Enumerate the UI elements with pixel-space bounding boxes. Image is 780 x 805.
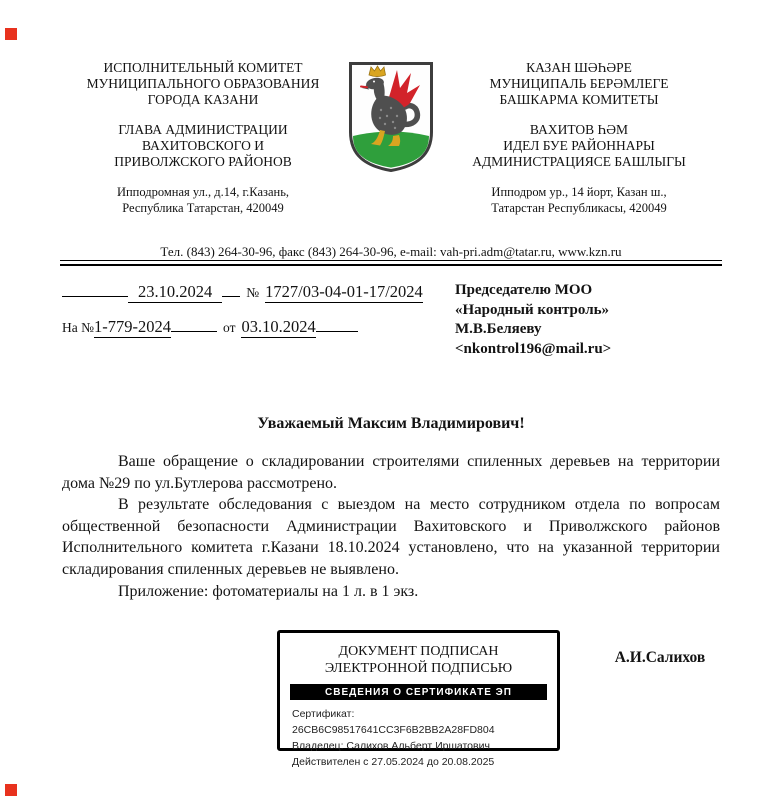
- org-title-line: ПРИВОЛЖСКОГО РАЙОНОВ: [114, 154, 292, 169]
- org-address-line: Татарстан Республикасы, 420049: [491, 201, 667, 215]
- stamp-details: [292, 706, 557, 770]
- org-title-line: ВАХИТОВ ҺӘМ: [529, 122, 629, 137]
- kazan-emblem: [347, 60, 435, 174]
- outgoing-reference-row: [62, 282, 462, 303]
- recipient-line: «Народный контроль»: [455, 301, 610, 318]
- stamp-title-line: ДОКУМЕНТ ПОДПИСАН: [338, 644, 499, 659]
- org-title-line: АДМИНИСТРАЦИЯСЕ БАШЛЫГЫ: [472, 154, 686, 169]
- stamp-certificate-bar: СВЕДЕНИЯ О СЕРТИФИКАТЕ ЭП: [290, 684, 547, 700]
- underline-segment: [316, 317, 358, 332]
- incoming-number: 1-779-2024: [94, 317, 171, 337]
- stamp-title-line: ЭЛЕКТРОННОЙ ПОДПИСЬЮ: [324, 660, 513, 676]
- org-name-line: БАШКАРМА КОМИТЕТЫ: [499, 92, 659, 107]
- org-address-line: Республика Татарстан, 420049: [122, 201, 284, 215]
- org-block-russian: [60, 60, 346, 216]
- recipient-line: М.В.Беляеву: [455, 321, 542, 337]
- stamp-certificate-line: Сертификат: 26CB6C98517641CC3F6B2BB2A28FD804: [292, 708, 495, 736]
- org-title-line: ВАХИТОВСКОГО И: [142, 138, 264, 153]
- letterhead: [60, 60, 722, 216]
- underline-segment: [222, 282, 240, 297]
- org-address-line: Ипподром ур., 14 йорт, Казан ш.,: [491, 185, 667, 199]
- org-name-line: ИСПОЛНИТЕЛЬНЫЙ КОМИТЕТ: [103, 60, 303, 75]
- org-title-line: ГЛАВА АДМИНИСТРАЦИИ: [118, 122, 288, 137]
- recipient-block: [455, 281, 725, 359]
- reference-block: [62, 282, 462, 338]
- stamp-owner-line: Владелец: Салихов Альберт Иршатович: [292, 740, 490, 752]
- org-title-line: ИДЕЛ БУЕ РАЙОННАРЫ: [503, 138, 655, 153]
- red-marker-top: [5, 28, 17, 40]
- incoming-ref-label: На №: [62, 320, 94, 336]
- attachment-line: Приложение: фотоматериалы на 1 л. в 1 экз.: [118, 582, 419, 600]
- incoming-reference-row: [62, 317, 462, 338]
- letter-body: [62, 451, 720, 602]
- signer-name: А.И.Салихов: [614, 649, 706, 666]
- stamp-title: [280, 644, 557, 677]
- incoming-date: 03.10.2024: [241, 317, 316, 337]
- underline-segment: [62, 282, 128, 297]
- outgoing-number-label: №: [246, 285, 260, 301]
- org-name-line: ГОРОДА КАЗАНИ: [147, 92, 259, 107]
- outgoing-date: 23.10.2024: [128, 282, 222, 303]
- org-block-tatar: [436, 60, 722, 216]
- underline-segment: [171, 317, 217, 332]
- org-address-line: Ипподромная ул., д.14, г.Казань,: [116, 185, 290, 199]
- body-paragraph-2: В результате обследования с выездом на место сотрудником отдела по вопросам общественной безопасности Администрации Вахитовского и Приволжского районов Исполнительного комитета г.Казани 18.10.2024 установлено, что на указанной территории складирования спиленных деревьев не выявлено.: [62, 496, 720, 578]
- signature-stamp: [277, 630, 560, 768]
- recipient-email: <nkontrol196@mail.ru>: [455, 340, 612, 357]
- org-name-line: МУНИЦИПАЛЬНОГО ОБРАЗОВАНИЯ: [86, 76, 320, 91]
- salutation: Уважаемый Максим Владимирович!: [257, 415, 525, 432]
- letterhead-divider: [60, 260, 722, 266]
- body-paragraph-1: Ваше обращение о складировании строителями спиленных деревьев на территории дома №29 по ул.Бутлерова рассмотрено.: [62, 453, 720, 492]
- recipient-line: Председателю МОО: [455, 282, 593, 298]
- org-name-line: МУНИЦИПАЛЬ БЕРӘМЛЕГЕ: [489, 76, 669, 91]
- kazan-coat-of-arms-icon: [347, 60, 435, 174]
- incoming-date-label: от: [223, 320, 236, 336]
- outgoing-number: 1727/03-04-01-17/2024: [265, 282, 423, 302]
- stamp-validity-line: Действителен с 27.05.2024 до 20.08.2025: [292, 756, 495, 768]
- red-marker-bottom: [5, 784, 17, 796]
- contact-line: Тел. (843) 264-30-96, факс (843) 264-30-96, e-mail: vah-pri.adm@tatar.ru, www.kzn.ru: [160, 244, 622, 259]
- org-name-line: КАЗАН ШӘҺӘРЕ: [526, 60, 632, 75]
